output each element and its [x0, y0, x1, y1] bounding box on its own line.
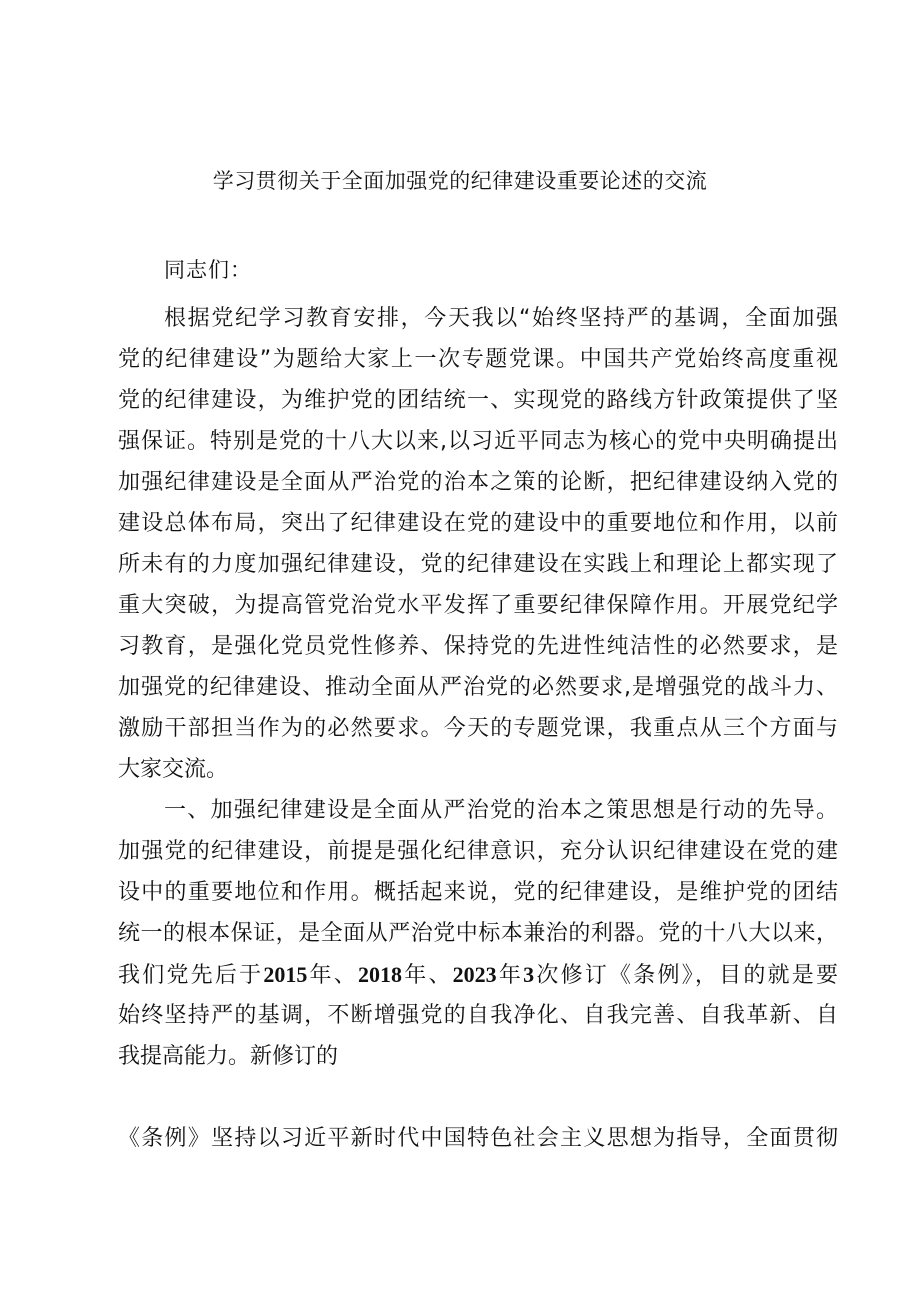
year-2015: 2015 — [263, 962, 308, 987]
text-segment: 年、 — [307, 963, 358, 988]
paragraph-1-line: 所未有的力度加强纪律建设，党的纪律建设在实践上和理论上都实现了 — [118, 552, 838, 577]
paragraph-2-line: 加强党的纪律建设，前提是强化纪律意识，充分认识纪律建设在党的建 — [118, 839, 838, 864]
paragraph-1-line: 加强党的纪律建设、推动全面从严治党的必然要求,是增强党的战斗力、 — [118, 675, 838, 700]
paragraph-1-line: 重大突破，为提高管党治党水平发挥了重要纪律保障作用。开展党纪学 — [118, 593, 838, 618]
text-segment: 次修订《条例》，目的就是要 — [534, 963, 838, 988]
paragraph-1-line: 习教育，是强化党员党性修养、保持党的先进性纯洁性的必然要求，是 — [118, 634, 838, 659]
paragraph-2-line: 统一的根本保证，是全面从严治党中标本兼治的利器。党的十八大以来， — [118, 921, 838, 946]
revision-count: 3 — [523, 962, 535, 987]
year-2023: 2023 — [452, 962, 497, 987]
paragraph-2-line: 一、加强纪律建设是全面从严治党的治本之策思想是行动的先导。 — [164, 798, 838, 823]
paragraph-2-line: 始终坚持严的基调，不断增强党的自我净化、自我完善、自我革新、自 — [118, 1003, 838, 1028]
paragraph-2-line-with-years — [118, 960, 838, 991]
paragraph-1-line: 加强纪律建设是全面从严治党的治本之策的论断，把纪律建设纳入党的 — [118, 470, 838, 495]
paragraph-1-line: 党的纪律建设，为维护党的团结统一、实现党的路线方针政策提供了坚 — [118, 388, 838, 413]
paragraph-1-line: 激励干部担当作为的必然要求。今天的专题党课，我重点从三个方面与 — [118, 716, 838, 741]
greeting: 同志们： — [164, 258, 252, 282]
paragraph-1-line: 建设总体布局，突出了纪律建设在党的建设中的重要地位和作用，以前 — [118, 511, 838, 536]
document-title: 学习贯彻关于全面加强党的纪律建设重要论述的交流 — [212, 169, 708, 193]
paragraph-1-line: 大家交流。 — [118, 757, 229, 782]
paragraph-1-line: 强保证。特别是党的十八大以来,以习近平同志为核心的党中央明确提出 — [118, 429, 838, 454]
year-2018: 2018 — [358, 962, 402, 987]
paragraph-3-line: 《条例》坚持以习近平新时代中国特色社会主义思想为指导，全面贯彻 — [118, 1126, 838, 1151]
paragraph-2-line: 设中的重要地位和作用。概括起来说，党的纪律建设，是维护党的团结 — [118, 880, 838, 905]
text-segment: 我们党先后于 — [118, 963, 264, 988]
text-segment: 年、 — [402, 963, 453, 988]
paragraph-2-line: 我提高能力。新修订的 — [118, 1044, 339, 1069]
text-segment: 年 — [496, 963, 524, 988]
paragraph-1-line: 党的纪律建设”为题给大家上一次专题党课。中国共产党始终高度重视 — [118, 347, 838, 372]
paragraph-1-line: 根据党纪学习教育安排，今天我以“始终坚持严的基调，全面加强 — [164, 306, 838, 331]
